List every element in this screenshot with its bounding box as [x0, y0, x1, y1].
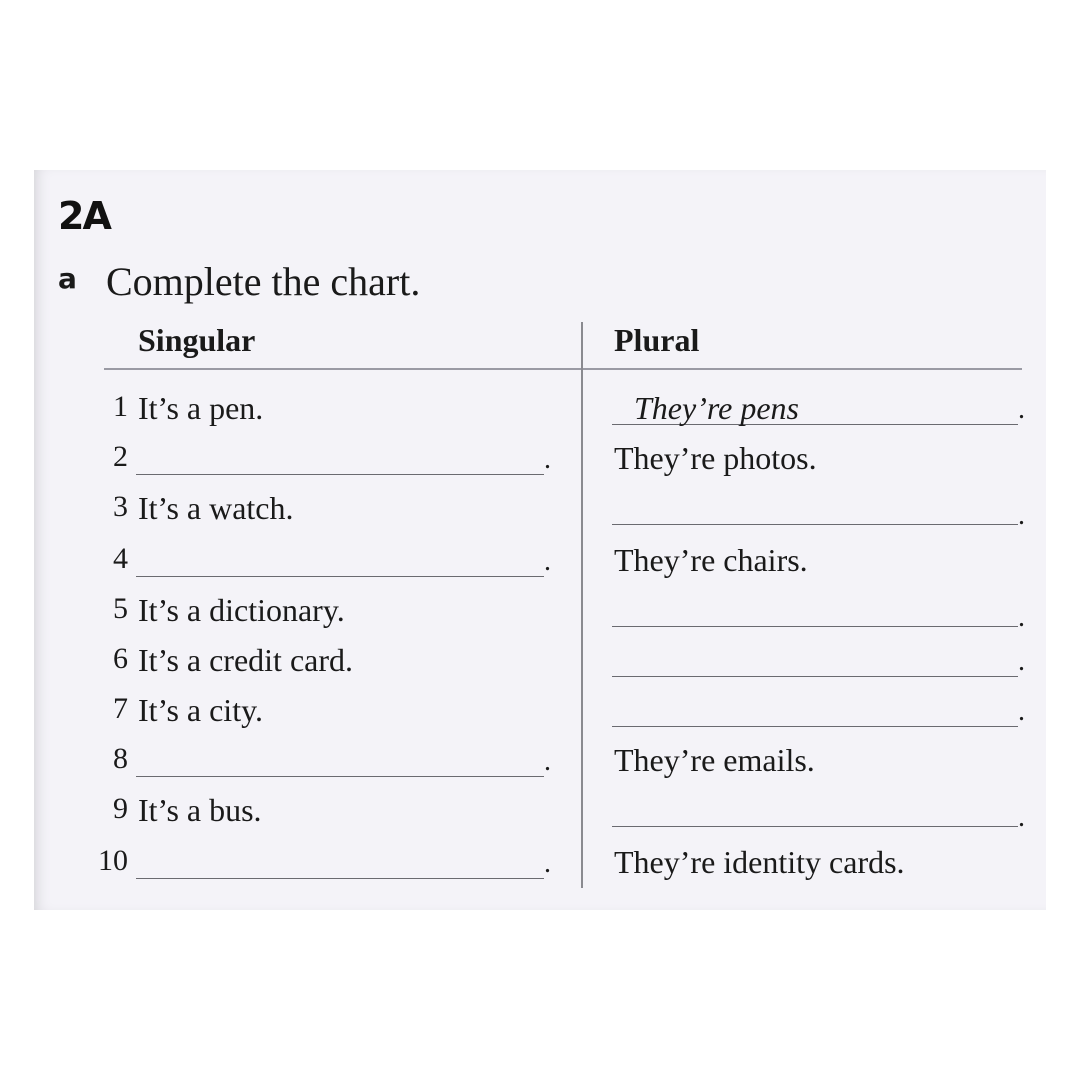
- section-heading: 2A: [58, 194, 110, 238]
- exercise-instruction: Complete the chart.: [106, 259, 421, 304]
- singular-column-header: Singular: [138, 322, 256, 358]
- chart-row: [34, 542, 1046, 592]
- singular-answer-blank[interactable]: [136, 742, 544, 777]
- row-number: 6: [113, 642, 128, 675]
- singular-sentence: It’s a bus.: [138, 792, 262, 828]
- answer-period: .: [544, 444, 551, 475]
- singular-answer-blank[interactable]: [136, 844, 544, 879]
- row-number: 7: [113, 692, 128, 725]
- plural-sentence: They’re emails.: [614, 742, 815, 778]
- exercise-letter: a: [58, 262, 77, 295]
- chart-row: [34, 742, 1046, 792]
- plural-answer-blank[interactable]: [612, 792, 1018, 827]
- row-number: 1: [113, 390, 128, 423]
- row-number: 4: [113, 542, 128, 575]
- plural-sentence: They’re photos.: [614, 440, 817, 476]
- plural-answer-blank[interactable]: [612, 642, 1018, 677]
- answer-period: .: [1018, 646, 1025, 677]
- singular-answer-blank[interactable]: [136, 542, 544, 577]
- chart-row: [34, 844, 1046, 894]
- plural-column-header: Plural: [614, 322, 700, 358]
- row-number: 10: [98, 844, 128, 877]
- plural-answer-blank[interactable]: [612, 592, 1018, 627]
- row-number: 2: [113, 440, 128, 473]
- chart-row: [34, 440, 1046, 490]
- singular-sentence: It’s a pen.: [138, 390, 264, 426]
- answer-period: .: [1018, 394, 1025, 425]
- plural-sentence: They’re identity cards.: [614, 844, 905, 880]
- answer-period: .: [1018, 602, 1025, 633]
- answer-period: .: [1018, 696, 1025, 727]
- answer-period: .: [1018, 500, 1025, 531]
- chart-row: [34, 792, 1046, 842]
- plural-answer-blank[interactable]: [612, 692, 1018, 727]
- header-rule: [104, 368, 1022, 370]
- singular-sentence: It’s a credit card.: [138, 642, 353, 678]
- chart-row: [34, 490, 1046, 540]
- chart-row: [34, 390, 1046, 440]
- singular-sentence: It’s a watch.: [138, 490, 294, 526]
- plural-answer-blank[interactable]: [612, 490, 1018, 525]
- chart-row: [34, 692, 1046, 742]
- chart-row: [34, 642, 1046, 692]
- singular-answer-blank[interactable]: [136, 440, 544, 475]
- answer-period: .: [1018, 802, 1025, 833]
- row-number: 5: [113, 592, 128, 625]
- plural-sentence: They’re chairs.: [614, 542, 808, 578]
- example-answer: They’re pens: [634, 390, 799, 426]
- singular-sentence: It’s a city.: [138, 692, 263, 728]
- answer-period: .: [544, 746, 551, 777]
- answer-period: .: [544, 848, 551, 879]
- row-number: 8: [113, 742, 128, 775]
- answer-period: .: [544, 546, 551, 577]
- chart-row: [34, 592, 1046, 642]
- singular-sentence: It’s a dictionary.: [138, 592, 345, 628]
- row-number: 9: [113, 792, 128, 825]
- row-number: 3: [113, 490, 128, 523]
- workbook-page: [34, 170, 1046, 910]
